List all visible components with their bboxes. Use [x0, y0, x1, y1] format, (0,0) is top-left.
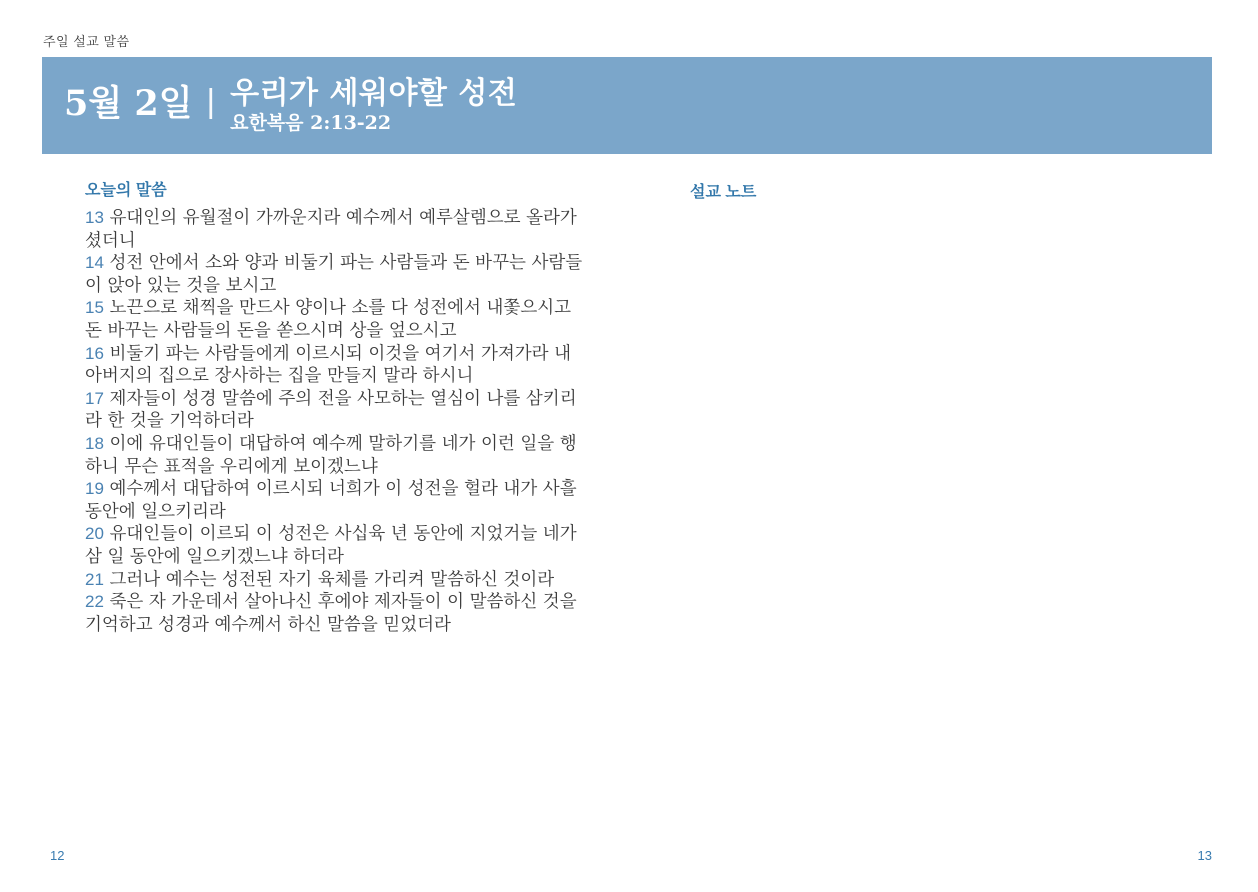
- verse-text: 예수께서 대답하여 이르시되 너희가 이 성전을 헐라 내가 사흘 동안에 일으키리라: [85, 479, 577, 522]
- notes-column-heading: 설교 노트: [690, 184, 757, 201]
- verse-number: 14: [85, 253, 104, 273]
- verse-text: 노끈으로 채찍을 만드사 양이나 소를 다 성전에서 내쫓으시고 돈 바꾸는 사람들의 돈을 쏟으시며 상을 엎으시고: [85, 298, 572, 341]
- verse-13: [85, 207, 586, 252]
- verse-14: [85, 252, 586, 297]
- verse-15: [85, 297, 586, 342]
- page-header-label: 주일 설교 말씀: [43, 34, 130, 49]
- verse-list: [85, 207, 586, 636]
- scripture-reference: 요한복음 2:13-22: [230, 112, 392, 135]
- sermon-notes-area: [690, 207, 1212, 807]
- sermon-title: 우리가 세워야할 성전: [230, 75, 518, 111]
- verse-number: 20: [85, 524, 104, 544]
- verse-16: [85, 343, 586, 388]
- verse-number: 15: [85, 298, 104, 318]
- verse-20: [85, 523, 586, 568]
- verse-17: [85, 388, 586, 433]
- page-number-left: 12: [50, 848, 65, 863]
- banner-date: 5월 2일: [64, 82, 193, 124]
- verse-text: 그러나 예수는 성전된 자기 육체를 가리켜 말씀하신 것이라: [103, 569, 555, 590]
- verse-text: 비둘기 파는 사람들에게 이르시되 이것을 여기서 가져가라 내 아버지의 집으로 장사하는 집을 만들지 말라 하시니: [85, 343, 572, 387]
- verse-text: 유대인들이 이르되 이 성전은 사십육 년 동안에 지었거늘 네가 삼 일 동안에 일으키겠느냐 하더라: [85, 524, 577, 567]
- verse-number: 21: [85, 569, 104, 589]
- verse-number: 13: [85, 208, 104, 227]
- verse-number: 18: [85, 433, 104, 453]
- banner-title-block: [230, 77, 517, 135]
- verse-text: 죽은 자 가운데서 살아나신 후에야 제자들이 이 말씀하신 것을 기억하고 성경과 예수께서 하신 말씀을 믿었더라: [85, 592, 577, 635]
- verse-text: 성전 안에서 소와 양과 비둘기 파는 사람들과 돈 바꾸는 사람들이 앉아 있는 것을 보시고: [85, 253, 583, 296]
- title-banner: [42, 57, 1212, 154]
- verse-text: 제자들이 성경 말씀에 주의 전을 사모하는 열심이 나를 삼키리라 한 것을 기억하더라: [85, 388, 577, 432]
- verse-19: [85, 478, 586, 523]
- verse-22: [85, 591, 586, 636]
- banner-divider: |: [206, 81, 216, 119]
- verse-number: 16: [85, 343, 104, 363]
- scripture-column-heading: 오늘의 말씀: [85, 182, 167, 199]
- verse-number: 17: [85, 388, 104, 408]
- verse-number: 22: [85, 592, 104, 612]
- verse-18: [85, 433, 586, 478]
- verse-text: 유대인의 유월절이 가까운지라 예수께서 예루살렘으로 올라가셨더니: [85, 208, 577, 251]
- verse-21: [85, 569, 586, 592]
- verse-number: 19: [85, 479, 104, 499]
- page-number-right: 13: [1197, 848, 1212, 863]
- verse-text: 이에 유대인들이 대답하여 예수께 말하기를 네가 이런 일을 행하니 무슨 표적을 우리에게 보이겠느냐: [85, 433, 577, 477]
